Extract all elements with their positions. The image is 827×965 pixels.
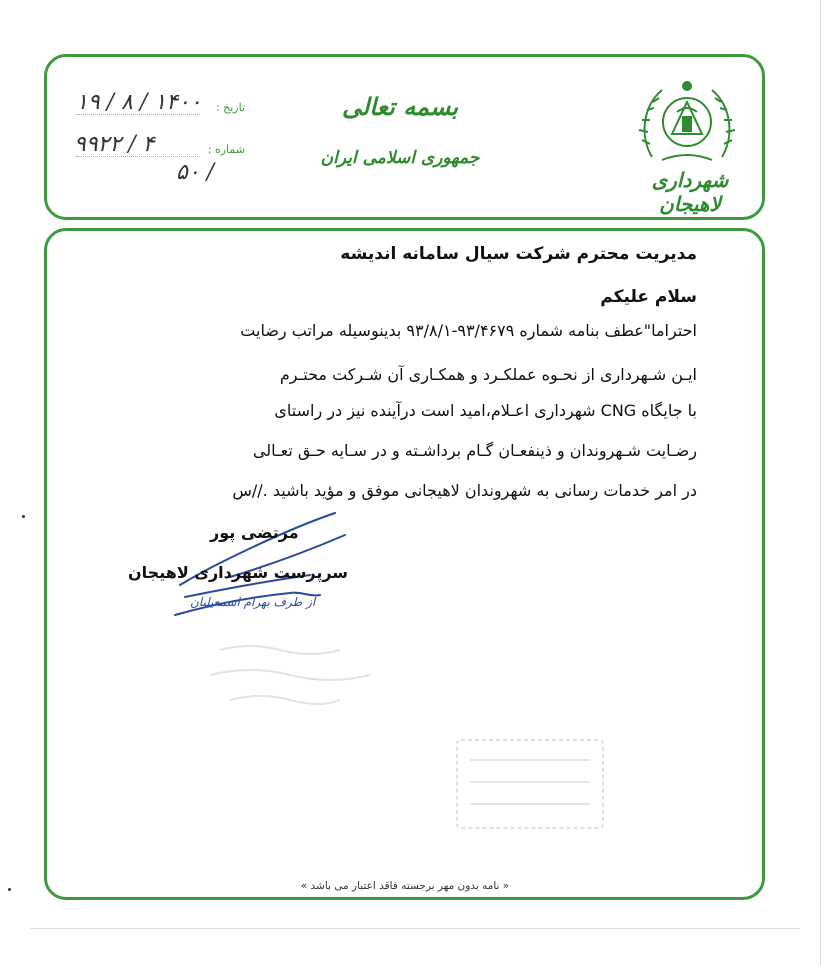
body-line: رضـایت شـهروندان و ذینفعـان گـام برداشـته و در سـایه حـق تعـالی bbox=[252, 441, 697, 460]
signer-name: مرتضی پور bbox=[210, 523, 299, 542]
body-line: در امر خدمات رسانی به شهروندان لاهیجانی موفق و مؤید باشید .//س bbox=[232, 481, 697, 500]
number-value: ۹۹۲۲ / ۴ bbox=[74, 132, 155, 157]
date-label: تاریخ : bbox=[215, 101, 245, 114]
signer-title: سرپرست شهرداری لاهیجان bbox=[128, 563, 349, 582]
on-behalf-signature: از طرف بهرام اسمعیلیان bbox=[190, 595, 316, 609]
number-label: شماره : bbox=[207, 143, 245, 156]
republic-title: جمهوری اسلامی ایران bbox=[320, 148, 480, 168]
body-line: با جایگاه CNG شهرداری اعـلام،امید است درآینده نیز در راستای bbox=[274, 401, 697, 420]
faded-seal-impression bbox=[200, 630, 420, 730]
margin-dot bbox=[8, 888, 11, 891]
paper-edge bbox=[30, 928, 800, 929]
addressee: مدیریت محترم شرکت سیال سامانه اندیشه bbox=[340, 244, 697, 264]
footer-note: « نامه بدون مهر برجسته فاقد اعتبار می باشد » bbox=[300, 880, 510, 892]
body-line: احتراما"عطف بنامه شماره ۹۳/۴۶۷۹-۹۳/۸/۱ بدینوسیله مراتب رضایت bbox=[240, 321, 697, 340]
municipality-emblem-icon bbox=[632, 72, 742, 167]
organization-name: شهرداری لاهیجان bbox=[651, 168, 729, 216]
margin-dot bbox=[22, 515, 25, 518]
number-suffix: ۵۰ / bbox=[176, 160, 215, 185]
paper-edge bbox=[820, 0, 821, 965]
greeting: سلام علیکم bbox=[600, 287, 697, 307]
date-value: ۱۹ / ۸ / ۱۴۰۰ bbox=[76, 90, 202, 115]
body-line: ایـن شـهرداری از نحـوه عملکـرد و همکـاری آن شـرکت محتـرم bbox=[279, 365, 697, 384]
invocation-heading: بسمه تعالی bbox=[341, 92, 459, 121]
faded-stamp-box bbox=[455, 738, 605, 830]
